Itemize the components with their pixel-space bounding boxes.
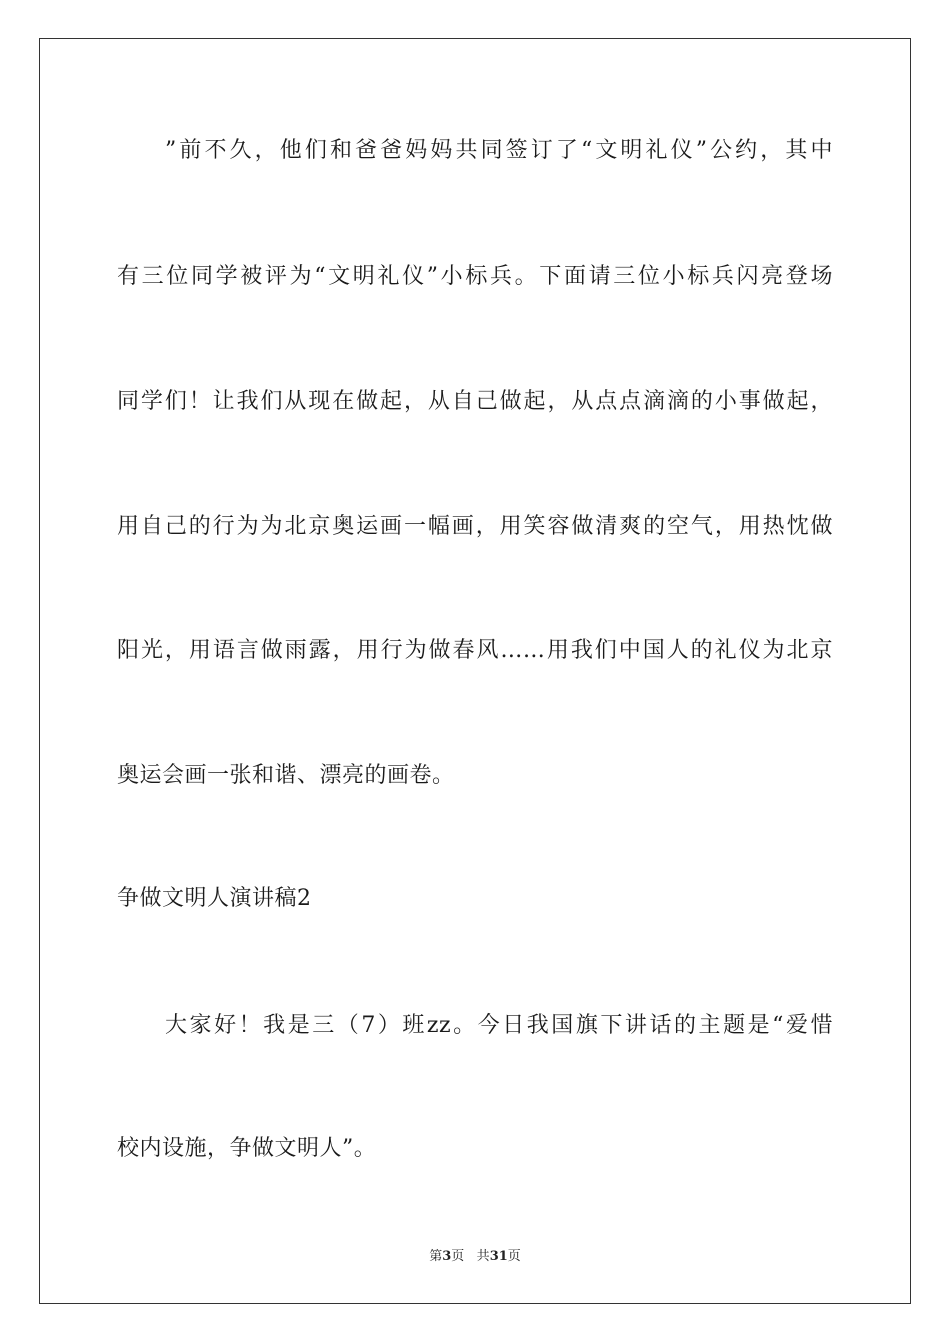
paragraph-line: 有三位同学被评为“文明礼仪”小标兵。下面请三位小标兵闪亮登场 (117, 264, 833, 289)
paragraph-line: 阳光，用语言做雨露，用行为做春风……用我们中国人的礼仪为北京 (117, 638, 833, 663)
footer-page-suffix: 页 (451, 1249, 465, 1264)
footer-total-suffix: 页 (507, 1249, 521, 1264)
footer-prefix: 第 (429, 1249, 443, 1264)
paragraph-line: 奥运会画一张和谐、漂亮的画卷。 (117, 763, 455, 788)
paragraph-line: 用自己的行为为北京奥运画一幅画，用笑容做清爽的空气，用热忱做 (117, 514, 833, 539)
paragraph-line: 同学们！让我们从现在做起，从自己做起，从点点滴滴的小事做起， (117, 389, 833, 414)
total-pages: 31 (489, 1249, 508, 1264)
page-border (39, 38, 911, 1304)
section-heading: 争做文明人演讲稿2 (117, 886, 312, 911)
paragraph-line: 校内设施，争做文明人”。 (117, 1136, 377, 1161)
page-number: 3 (442, 1249, 452, 1264)
page-footer (0, 1248, 950, 1266)
paragraph-line: ”前不久，他们和爸爸妈妈共同签订了“文明礼仪”公约，其中 (165, 138, 833, 163)
paragraph-line: 大家好！我是三（7）班zz。今日我国旗下讲话的主题是“爱惜 (165, 1013, 833, 1038)
footer-total-prefix: 共 (476, 1249, 490, 1264)
